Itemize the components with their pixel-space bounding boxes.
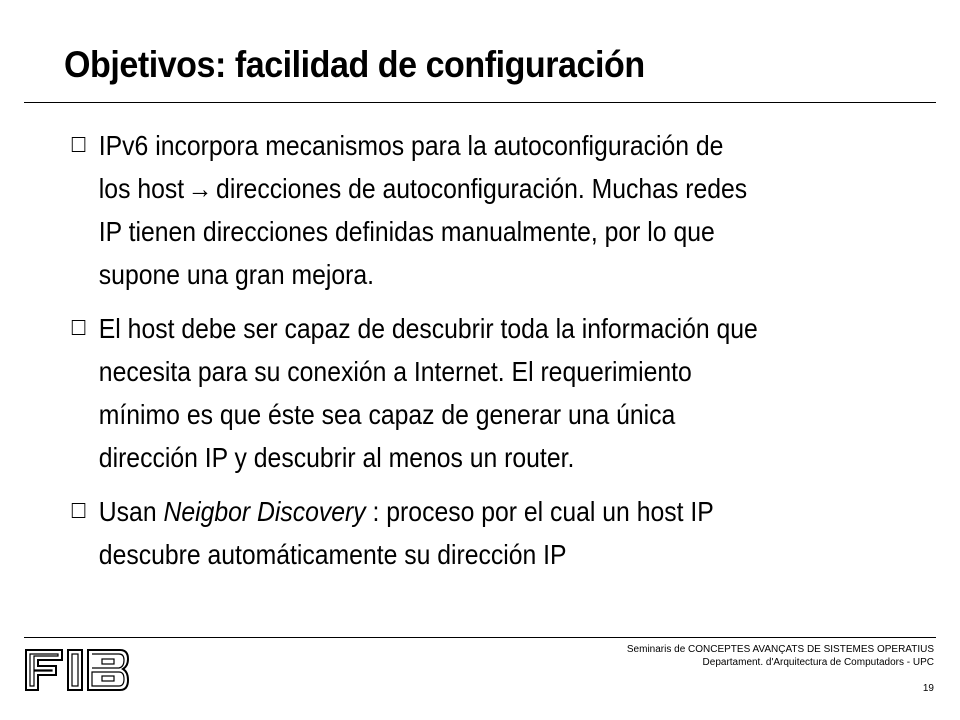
page-number: 19	[922, 683, 934, 694]
checkbox-bullet-icon	[72, 503, 86, 518]
bullet-1-line-3: IP tienen direcciones definidas manualmente, por lo que	[98, 216, 715, 247]
bullet-1-line-2a: los host	[98, 173, 185, 204]
bullet-item-3	[70, 490, 945, 576]
footer-divider	[24, 637, 936, 638]
bullet-item-1	[70, 124, 945, 296]
bullet-1-line-4: supone una gran mejora.	[98, 259, 374, 290]
fib-logo	[24, 648, 130, 692]
right-arrow-icon: →	[187, 173, 213, 204]
bullet-3-line-1a: Usan	[98, 496, 157, 527]
bullet-1-line-2	[99, 167, 945, 210]
bullet-2-line-2: necesita para su conexión a Internet. El requerimiento	[98, 356, 692, 387]
bullet-list	[70, 124, 930, 587]
bullet-3-line-1	[99, 490, 945, 533]
bullet-3-line-1b: : proceso por el cual un host IP	[372, 496, 714, 527]
bullet-1-line-1: IPv6 incorpora mecanismos para la autoconfiguración de	[98, 130, 724, 161]
checkbox-bullet-icon	[72, 137, 86, 152]
slide-title: Objetivos: facilidad de configuración	[64, 44, 645, 85]
title-divider	[24, 102, 936, 103]
bullet-2-line-3: mínimo es que éste sea capaz de generar una única	[98, 399, 676, 430]
bullet-2-line-1: El host debe ser capaz de descubrir toda la información que	[98, 313, 758, 344]
checkbox-bullet-icon	[72, 320, 86, 335]
bullet-1-line-2b: direcciones de autoconfiguración. Muchas redes	[216, 173, 748, 204]
neighbor-discovery-term: Neigbor Discovery	[163, 496, 366, 527]
bullet-3-line-2: descubre automáticamente su dirección IP	[98, 539, 567, 570]
footer-course-line: Seminaris de CONCEPTES AVANÇATS DE SISTEMES OPERATIUS	[626, 644, 934, 655]
footer-department-line: Departament. d'Arquitectura de Computadors - UPC	[702, 657, 934, 668]
bullet-2-line-4: dirección IP y descubrir al menos un router.	[98, 442, 575, 473]
footer-credits	[627, 643, 934, 669]
bullet-item-2	[70, 307, 945, 479]
